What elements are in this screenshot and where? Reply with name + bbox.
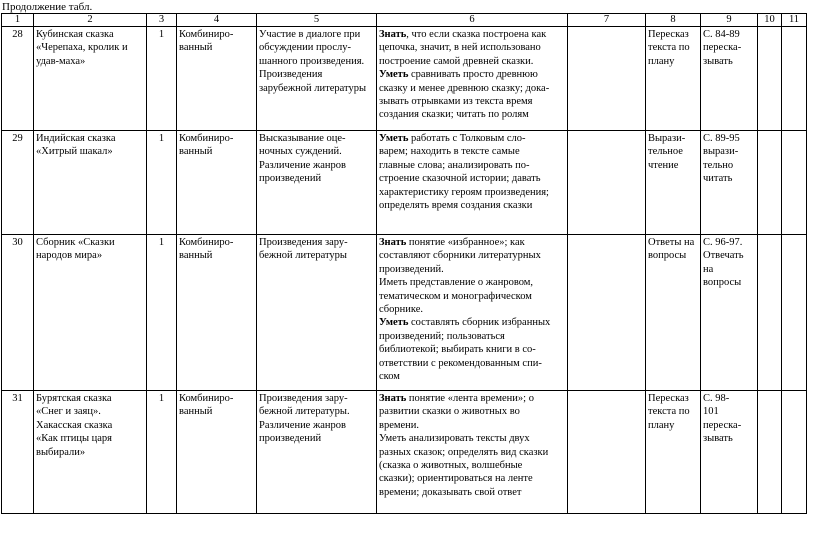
requirements-line: создания сказки; читать по ролям: [379, 109, 529, 121]
requirements-keyword: Уметь: [379, 317, 409, 329]
content-elements: [257, 235, 377, 391]
lesson-topic-line: Бурятская сказка: [36, 393, 112, 404]
lesson-type-line: ванный: [179, 406, 213, 418]
requirements-line: сборнике.: [379, 304, 423, 316]
homework-line: тельно: [703, 159, 734, 171]
requirements-line: определять время создания сказки: [379, 200, 533, 212]
requirements-line: произведений.: [379, 263, 444, 275]
empty-cell: [782, 131, 807, 235]
empty-cell: [782, 391, 807, 514]
empty-cell: [758, 27, 782, 131]
homework-line: переска-: [703, 419, 742, 431]
homework-line: Отвечать: [703, 250, 744, 262]
lesson-topic-line: удав-маха»: [36, 55, 86, 67]
col-header: 6: [377, 14, 568, 27]
control-form-line: тельное: [648, 146, 683, 158]
col-header: 1: [2, 14, 34, 27]
content-elements-line: Произведения зару-: [259, 393, 348, 404]
lesson-topic: [34, 131, 147, 235]
homework: [701, 391, 758, 514]
control-form-line: Ответы на: [648, 237, 695, 248]
content-elements-line: произведений: [259, 433, 322, 445]
homework-line: вопросы: [703, 277, 742, 289]
lesson-topic-line: «Черепаха, кролик и: [36, 42, 128, 54]
control-form: [646, 131, 701, 235]
requirements-line: ском: [379, 371, 400, 383]
requirements-line: Уметь сравнивать просто древнюю: [379, 69, 538, 81]
empty-cell: [568, 27, 646, 131]
col-header: 4: [177, 14, 257, 27]
requirements-line: характеристику героям произведения;: [379, 186, 549, 198]
content-elements-line: Участие в диалоге при: [259, 29, 361, 40]
requirements: [377, 27, 568, 131]
requirements-line: составляют сборники литературных: [379, 250, 541, 262]
lesson-topic-line: Хакасская сказка: [36, 419, 113, 431]
requirements-line: Знать, что если сказка построена как: [379, 29, 547, 40]
empty-cell: [568, 235, 646, 391]
col-header: 2: [34, 14, 147, 27]
requirements-line: Уметь работать с Толковым сло-: [379, 133, 526, 144]
requirements-line: Иметь представление о жанровом,: [379, 277, 534, 289]
col-header: 11: [782, 14, 807, 27]
col-header: 5: [257, 14, 377, 27]
requirements-keyword: Знать: [379, 237, 407, 248]
content-elements-line: ночных суждений.: [259, 146, 342, 158]
requirements-line: сказку и менее древнюю сказку; дока-: [379, 82, 550, 94]
lesson-type: [177, 27, 257, 131]
lesson-type-line: ванный: [179, 250, 213, 262]
requirements-keyword: Знать: [379, 393, 407, 404]
requirements-keyword: Уметь: [379, 133, 409, 144]
lesson-row: [2, 235, 807, 391]
homework-line: С. 96-97.: [703, 237, 743, 248]
col-header: 9: [701, 14, 758, 27]
lesson-type-line: ванный: [179, 146, 213, 158]
homework-line: С. 84-89: [703, 29, 740, 40]
requirements-line: (сказка о животных, волшебные: [379, 460, 523, 472]
col-header: 10: [758, 14, 782, 27]
content-elements-line: Высказывание оце-: [259, 133, 346, 144]
content-elements-line: бежной литературы.: [259, 406, 350, 418]
lesson-number: 31: [2, 391, 34, 514]
requirements: [377, 235, 568, 391]
homework: [701, 131, 758, 235]
empty-cell: [758, 131, 782, 235]
requirements-line: развитии сказки о животных во: [379, 406, 520, 418]
lesson-row: [2, 391, 807, 514]
requirements-line: Уметь составлять сборник избранных: [379, 317, 551, 329]
requirements-line: сказки); ориентироваться на ленте: [379, 473, 533, 485]
lesson-type: [177, 131, 257, 235]
lesson-number: 30: [2, 235, 34, 391]
homework-line: зывать: [703, 55, 733, 67]
lesson-topic: [34, 391, 147, 514]
content-elements-line: Различение жанров: [259, 419, 346, 431]
control-form-line: чтение: [648, 159, 679, 171]
content-elements-line: обсуждении прослу-: [259, 42, 351, 54]
lesson-row: [2, 27, 807, 131]
requirements-line: Знать понятие «лента времени»; о: [379, 393, 534, 404]
content-elements-line: зарубежной литературы: [259, 82, 367, 94]
lesson-number: 28: [2, 27, 34, 131]
control-form: [646, 235, 701, 391]
lesson-type-line: Комбиниро-: [179, 237, 234, 248]
control-form-line: текста по: [648, 406, 690, 418]
lesson-topic-line: Индийская сказка: [36, 133, 116, 144]
homework: [701, 27, 758, 131]
lesson-topic-line: «Хитрый шакал»: [36, 146, 113, 158]
homework-line: С. 98-: [703, 393, 730, 404]
content-elements: [257, 391, 377, 514]
homework-line: переска-: [703, 42, 742, 54]
requirements-line: произведений; пользоваться: [379, 330, 505, 342]
homework: [701, 235, 758, 391]
lesson-topic-line: Сборник «Сказки: [36, 237, 115, 248]
lesson-number: 29: [2, 131, 34, 235]
lesson-topic-line: Кубинская сказка: [36, 29, 114, 40]
requirements-line: библиотекой; выбирать книги в со-: [379, 344, 536, 356]
lesson-type-line: ванный: [179, 42, 213, 54]
lesson-topic-line: «Снег и заяц».: [36, 406, 101, 418]
lesson-plan-table: [1, 13, 807, 514]
homework-line: зывать: [703, 433, 733, 445]
control-form-line: вопросы: [648, 250, 687, 262]
content-elements: [257, 27, 377, 131]
empty-cell: [758, 391, 782, 514]
col-header: 7: [568, 14, 646, 27]
requirements-line: Знать понятие «избранное»; как: [379, 237, 525, 248]
homework-line: вырази-: [703, 146, 739, 158]
lesson-topic: [34, 235, 147, 391]
requirements: [377, 391, 568, 514]
requirements-line: разных сказок; определять вид сказки: [379, 446, 549, 458]
requirements-line: построение самой древней сказки.: [379, 55, 534, 67]
control-form-line: Пересказ: [648, 393, 689, 404]
requirements-line: строение сказочной истории; давать: [379, 173, 541, 185]
homework-line: на: [703, 263, 714, 275]
content-elements-line: шанного произведения.: [259, 55, 365, 67]
requirements-keyword: Знать: [379, 29, 407, 40]
empty-cell: [758, 235, 782, 391]
requirements-line: времени.: [379, 419, 420, 431]
content-elements-line: Произведения: [259, 69, 323, 81]
col-header: 3: [147, 14, 177, 27]
lesson-row: [2, 131, 807, 235]
requirements-line: ответствии с рекомендованным спи-: [379, 357, 542, 369]
column-number-row: [2, 14, 807, 27]
control-form-line: плану: [648, 419, 675, 431]
lesson-topic-line: «Как птицы царя: [36, 433, 112, 445]
content-elements: [257, 131, 377, 235]
content-elements-line: Различение жанров: [259, 159, 346, 171]
homework-line: С. 89-95: [703, 133, 740, 144]
lesson-hours: 1: [147, 235, 177, 391]
lesson-hours: 1: [147, 27, 177, 131]
requirements-line: тематическом и монографическом: [379, 290, 532, 302]
lesson-type: [177, 391, 257, 514]
requirements-line: цепочка, значит, в ней использовано: [379, 42, 541, 54]
lesson-hours: 1: [147, 391, 177, 514]
control-form: [646, 27, 701, 131]
homework-line: 101: [703, 406, 719, 418]
control-form-line: текста по: [648, 42, 690, 54]
lesson-hours: 1: [147, 131, 177, 235]
content-elements-line: произведений: [259, 173, 322, 185]
col-header: 8: [646, 14, 701, 27]
lesson-type-line: Комбиниро-: [179, 133, 234, 144]
lesson-type-line: Комбиниро-: [179, 393, 234, 404]
content-elements-line: бежной литературы: [259, 250, 347, 262]
requirements-line: Уметь анализировать тексты двух: [379, 433, 530, 445]
empty-cell: [568, 131, 646, 235]
control-form-line: Пересказ: [648, 29, 689, 40]
lesson-topic-line: выбирали»: [36, 446, 86, 458]
requirements-line: главные слова; анализировать по-: [379, 159, 530, 171]
empty-cell: [782, 27, 807, 131]
requirements-line: варем; находить в тексте самые: [379, 146, 520, 158]
lesson-type-line: Комбиниро-: [179, 29, 234, 40]
control-form-line: Вырази-: [648, 133, 686, 144]
homework-line: читать: [703, 173, 733, 185]
requirements-line: зывать отрывками из текста время: [379, 96, 533, 108]
lesson-type: [177, 235, 257, 391]
table-caption: Продолжение табл.: [2, 1, 93, 13]
requirements-line: времени; доказывать свой ответ: [379, 486, 522, 498]
empty-cell: [568, 391, 646, 514]
control-form: [646, 391, 701, 514]
requirements: [377, 131, 568, 235]
requirements-keyword: Уметь: [379, 69, 409, 81]
empty-cell: [782, 235, 807, 391]
content-elements-line: Произведения зару-: [259, 237, 348, 248]
lesson-topic: [34, 27, 147, 131]
control-form-line: плану: [648, 55, 675, 67]
lesson-topic-line: народов мира»: [36, 250, 103, 262]
